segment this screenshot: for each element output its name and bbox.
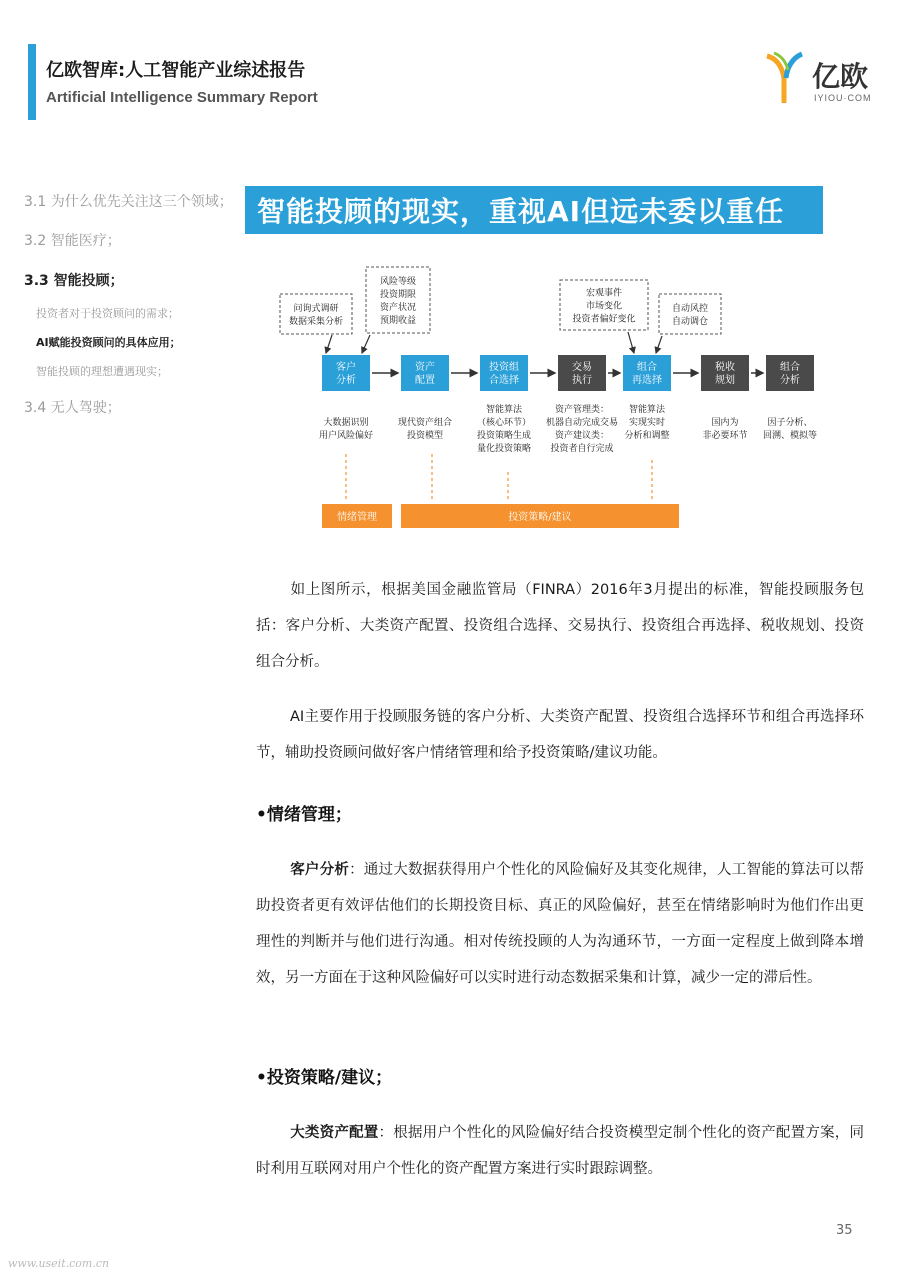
step-description: 机器自动完成交易	[545, 418, 619, 428]
step-description: 智能算法	[485, 405, 523, 415]
annotation-text: 投资期限	[379, 290, 417, 300]
flow-step-label: 再选择	[632, 375, 662, 386]
flow-step-label: 执行	[572, 375, 592, 386]
header-accent-bar	[28, 44, 36, 120]
nav-subitem-investor-needs[interactable]: 投资者对于投资顾问的需求；	[36, 307, 179, 320]
annotation-text: 风险等级	[379, 277, 417, 287]
step-description: 回溯、模拟等	[762, 431, 818, 441]
annotation-arrow	[656, 336, 662, 353]
annotation-box	[280, 294, 352, 334]
service-chain-diagram	[270, 262, 830, 537]
flow-step-label: 客户	[336, 362, 356, 373]
step-description: 分析和调整	[624, 431, 670, 441]
annotation-text: 投资者偏好变化	[572, 314, 636, 325]
flow-step-label: 组合	[637, 362, 657, 373]
step-description: 用户风险偏好	[318, 431, 374, 441]
flow-step-label: 规划	[715, 375, 735, 386]
nav-item-3-2[interactable]: 3.2 智能医疗；	[24, 233, 121, 249]
term-customer-analysis: 客户分析	[290, 862, 350, 878]
step-description: 投资策略生成	[476, 431, 532, 441]
report-title: 亿欧智库:人工智能产业综述报告	[46, 60, 306, 81]
step-description: 国内为	[711, 418, 739, 428]
step-description: 资产建议类：	[554, 431, 610, 441]
nav-subitem-reality[interactable]: 智能投顾的理想遭遇现实；	[36, 365, 168, 378]
step-description: 大数据识别	[323, 418, 369, 428]
flow-step-label: 组合	[780, 362, 800, 373]
annotation-text: 市场变化	[585, 301, 623, 312]
paragraph-asset-allocation	[256, 1115, 864, 1187]
annotation-text: 问询式调研	[293, 304, 339, 314]
annotation-arrow	[362, 335, 370, 353]
paragraph-customer-analysis	[256, 852, 864, 996]
flow-step-label: 分析	[336, 375, 356, 386]
logo-domain: IYIOU·COM	[814, 93, 872, 103]
step-description: 资产管理类：	[554, 405, 610, 415]
step-description: 量化投资策略	[476, 444, 532, 454]
annotation-arrow	[326, 335, 332, 353]
flow-step-label: 投资组	[489, 362, 519, 373]
nav-subitem-ai-application[interactable]: AI赋能投资顾问的具体应用；	[36, 336, 181, 349]
step-description: 投资模型	[406, 431, 444, 441]
paragraph-asset-allocation-text: ：根据用户个性化的风险偏好结合投资模型定制个性化的资产配置方案，同时利用互联网对用户个性化的资产配置方案进行实时跟踪调整。	[256, 1125, 865, 1177]
bottom-bar-strategy-label: 投资策略/建议	[508, 512, 572, 523]
annotation-text: 资产状况	[379, 303, 417, 313]
paragraph-intro	[256, 572, 864, 680]
step-description: 投资者自行完成	[550, 444, 614, 454]
term-asset-allocation: 大类资产配置	[290, 1125, 379, 1141]
annotation-text: 数据采集分析	[288, 317, 344, 327]
footer-watermark-url: www.useit.com.cn	[8, 1257, 110, 1270]
banner-title: 智能投顾的现实，重视AI但远未委以重任	[257, 195, 785, 228]
annotation-box	[659, 294, 721, 334]
paragraph-ai-role-text: AI主要作用于投顾服务链的客户分析、大类资产配置、投资组合选择环节和组合再选择环节，辅助投资顾问做好客户情绪管理和给予投资策略/建议功能。	[256, 709, 864, 761]
logo-wordmark: 亿欧	[812, 60, 869, 93]
paragraph-intro-text: 如上图所示，根据美国金融监管局（FINRA）2016年3月提出的标准，智能投顾服务包括：客户分析、大类资产配置、投资组合选择、交易执行、投资组合再选择、税收规划、投资组合分析。	[256, 582, 864, 670]
step-description: 智能算法	[628, 405, 666, 415]
heading-emotion-management: •情绪管理；	[256, 805, 352, 825]
flow-step-label: 合选择	[489, 375, 519, 386]
nav-item-3-4[interactable]: 3.4 无人驾驶；	[24, 400, 121, 416]
paragraph-ai-role	[256, 699, 864, 771]
heading-investment-strategy: •投资策略/建议；	[256, 1068, 393, 1088]
flow-step-label: 税收	[715, 362, 735, 373]
step-description: 现代资产组合	[397, 418, 453, 428]
annotation-text: 预期收益	[379, 316, 417, 326]
paragraph-customer-analysis-text: ：通过大数据获得用户个性化的风险偏好及其变化规律，人工智能的算法可以帮助投资者更有效评估他们的长期投资目标、真正的风险偏好，甚至在情绪影响时为他们作出更理性的判断并与他们进行沟通。相对传统投顾的人为沟通环节，一方面一定程度上做到降本增效，另一方面在于这种风险偏好可以实时进行动态数据采集和计算，减少一定的滞后性。	[256, 862, 865, 986]
page-number: 35	[836, 1223, 853, 1238]
flow-step-label: 分析	[780, 375, 800, 386]
flow-step-label: 配置	[415, 375, 435, 386]
flow-step-label: 资产	[415, 362, 435, 373]
nav-item-3-1[interactable]: 3.1 为什么优先关注这三个领域；	[24, 194, 233, 210]
step-description: 因子分析、	[767, 418, 813, 428]
annotation-text: 自动调仓	[671, 317, 709, 327]
report-subtitle: Artificial Intelligence Summary Report	[46, 89, 318, 106]
flow-step-label: 交易	[572, 362, 592, 373]
step-description: （核心环节）	[476, 418, 532, 428]
nav-item-3-3[interactable]: 3.3 智能投顾；	[24, 273, 124, 289]
step-description: 非必要环节	[702, 431, 748, 441]
bottom-bar-emotion-label: 情绪管理	[337, 512, 377, 523]
annotation-text: 自动风控	[671, 304, 709, 314]
step-description: 实现实时	[628, 418, 666, 428]
annotation-text: 宏观事件	[585, 288, 623, 299]
annotation-arrow	[628, 332, 634, 353]
